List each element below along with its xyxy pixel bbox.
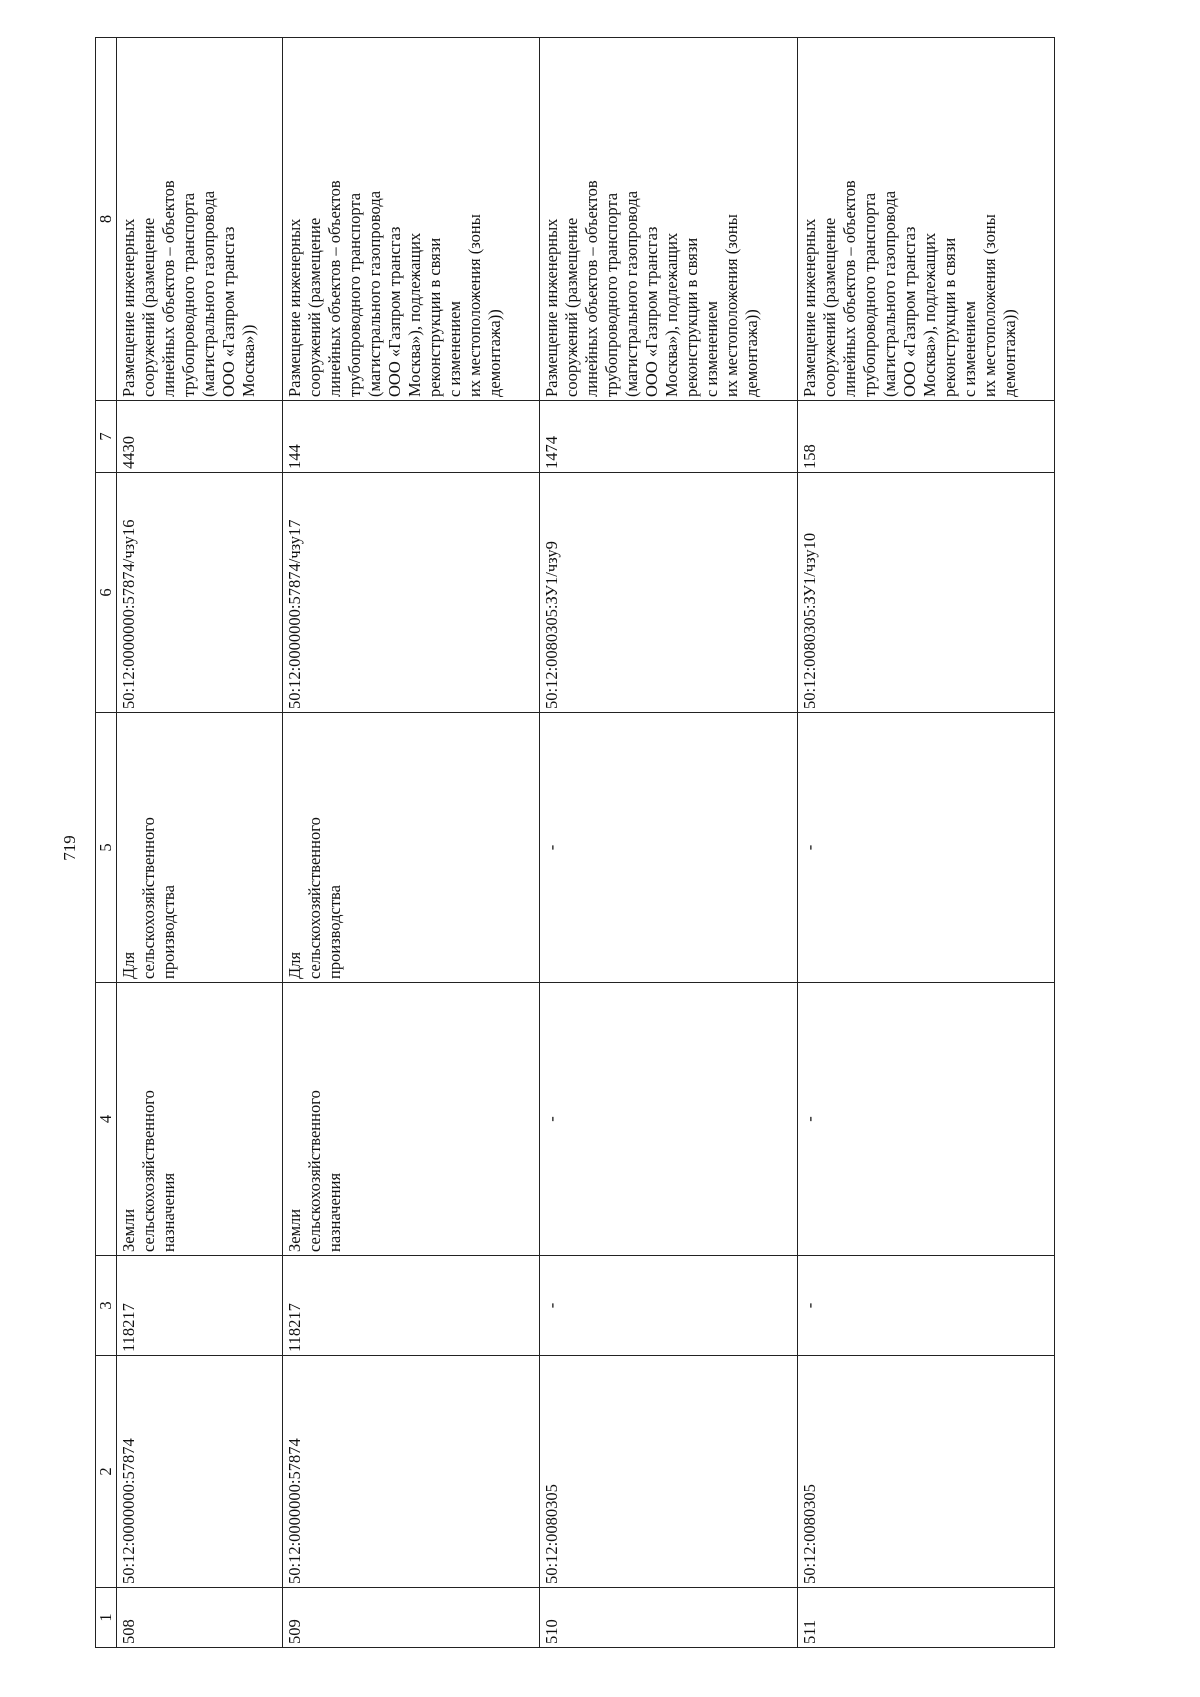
part-cadastral-number: 50:12:0000000:57874/чзу17 (282, 473, 539, 713)
part-cadastral-number: 50:12:0000000:57874/чзу16 (117, 473, 283, 713)
table-row (117, 38, 283, 1648)
table-header-row (96, 38, 117, 1648)
area-total: - (540, 1256, 797, 1356)
land-category: Земли сельскохозяйственного назначения (117, 983, 283, 1256)
purpose-description: Размещение инженерных сооружений (размещение линейных объектов – объектов трубопроводного транспорта (магистрального газопровода ООО «Газпром трансгаз Москва»)) (117, 38, 283, 401)
permitted-use: - (540, 713, 797, 983)
part-area: 1474 (540, 401, 797, 473)
part-area: 158 (797, 401, 1054, 473)
cadastral-number: 50:12:0000000:57874 (117, 1356, 283, 1588)
land-category: - (797, 983, 1054, 1256)
cadastral-number: 50:12:0000000:57874 (282, 1356, 539, 1588)
column-header: 8 (96, 38, 117, 401)
page-number: 719 (60, 835, 79, 861)
row-number: 510 (540, 1588, 797, 1648)
purpose-description: Размещение инженерных сооружений (размещение линейных объектов – объектов трубопроводного транспорта (магистрального газопровода ООО «Газпром трансгаз Москва»), подлежащих реконструкции в связи с изменением их местоположения (зоны демонтажа)) (282, 38, 539, 401)
purpose-description: Размещение инженерных сооружений (размещение линейных объектов – объектов трубопроводного транспорта (магистрального газопровода ООО «Газпром трансгаз Москва»), подлежащих реконструкции в связи с изменением их местоположения (зоны демонтажа)) (540, 38, 797, 401)
part-cadastral-number: 50:12:0080305:ЗУ1/чзу10 (797, 473, 1054, 713)
row-number: 508 (117, 1588, 283, 1648)
area-total: - (797, 1256, 1054, 1356)
area-total: 118217 (282, 1256, 539, 1356)
rotated-table-container (95, 38, 1055, 1648)
table-row (540, 38, 797, 1648)
permitted-use: - (797, 713, 1054, 983)
column-header: 4 (96, 983, 117, 1256)
table-row (282, 38, 539, 1648)
row-number: 511 (797, 1588, 1054, 1648)
permitted-use: Для сельскохозяйственного производства (117, 713, 283, 983)
land-category: - (540, 983, 797, 1256)
area-total: 118217 (117, 1256, 283, 1356)
row-number: 509 (282, 1588, 539, 1648)
column-header: 6 (96, 473, 117, 713)
part-area: 4430 (117, 401, 283, 473)
land-plot-table (95, 37, 1055, 1648)
cadastral-number: 50:12:0080305 (540, 1356, 797, 1588)
column-header: 2 (96, 1356, 117, 1588)
column-header: 7 (96, 401, 117, 473)
column-header: 5 (96, 713, 117, 983)
land-category: Земли сельскохозяйственного назначения (282, 983, 539, 1256)
permitted-use: Для сельскохозяйственного производства (282, 713, 539, 983)
part-area: 144 (282, 401, 539, 473)
part-cadastral-number: 50:12:0080305:ЗУ1/чзу9 (540, 473, 797, 713)
purpose-description: Размещение инженерных сооружений (размещение линейных объектов – объектов трубопроводного транспорта (магистрального газопровода ООО «Газпром трансгаз Москва»), подлежащих реконструкции в связи с изменением их местоположения (зоны демонтажа)) (797, 38, 1054, 401)
cadastral-number: 50:12:0080305 (797, 1356, 1054, 1588)
column-header: 1 (96, 1588, 117, 1648)
table-row (797, 38, 1054, 1648)
column-header: 3 (96, 1256, 117, 1356)
